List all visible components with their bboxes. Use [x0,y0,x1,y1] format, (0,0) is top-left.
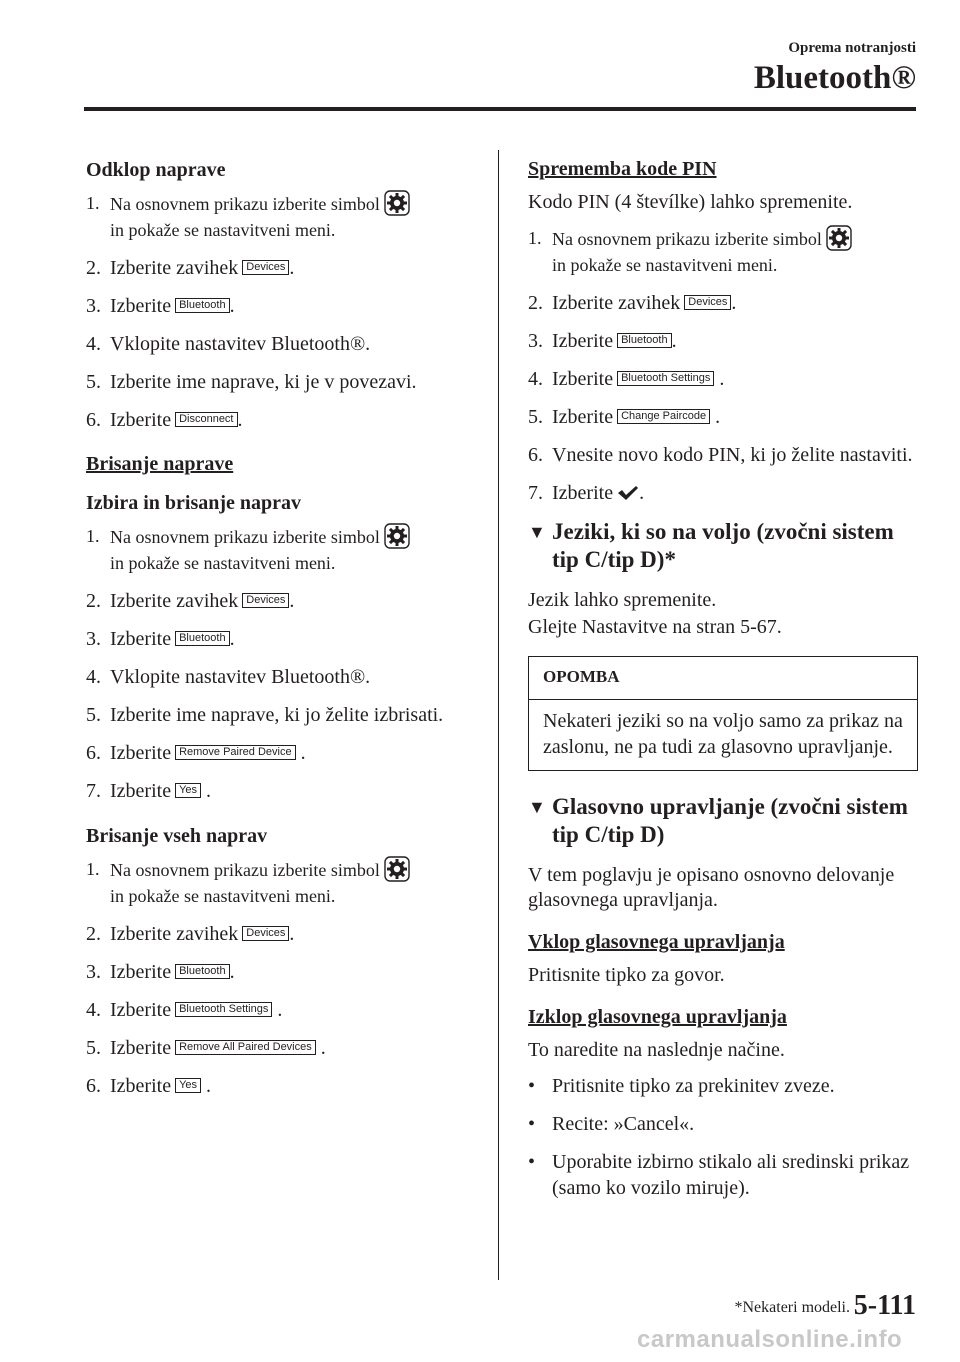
section-heading-jeziki [528,518,918,574]
heading-vklop: Vklop glasovnega upravljanja [528,931,785,953]
step: 2. Izberite zavihek Devices . [86,923,295,945]
paragraph: V tem poglavju je opisano osnovno delovanje glasovnega upravljanja. [528,864,895,911]
devices-button[interactable]: Devices [684,295,731,310]
step-text: Izberite [110,961,172,983]
step-text: Izberite zavihek [552,292,681,314]
step-text: Izberite zavihek [110,590,239,612]
step-text: Izberite ime naprave, ki je v povezavi. [110,371,417,393]
step-text: Izberite [552,368,614,390]
settings-gear-icon [384,523,410,549]
step-text: Izberite [110,1075,172,1097]
paragraph: Pritisnite tipko za govor. [528,964,725,986]
step-text: Izberite zavihek [110,257,239,279]
step-text: Izberite [110,742,172,764]
step-text: Izberite [110,628,172,650]
yes-button[interactable]: Yes [175,1078,201,1093]
right-column [528,150,918,1213]
step: 3. Izberite Bluetooth . [86,295,235,317]
step-text: Na osnovnem prikazu izberite simbol [110,860,380,880]
section-heading-glas [528,793,918,849]
yes-button[interactable]: Yes [175,783,201,798]
heading-pin: Sprememba kode PIN [528,158,717,180]
step: 1. Na osnovnem prikazu izberite simbol in pokaže se nastavitveni meni. [86,190,478,243]
paragraph: Kodo PIN (4 števílke) lahko spremenite. [528,191,853,213]
step-text: Izberite [110,1037,172,1059]
triangle-marker-icon: ▼ [528,522,546,542]
bluetooth-button[interactable]: Bluetooth [617,333,671,348]
footnote: *Nekateri modeli. [734,1299,850,1316]
note-box [528,656,918,771]
step-text: Izberite ime naprave, ki jo želite izbrisati. [110,704,444,726]
bullet-item [528,1073,918,1099]
left-column [86,150,478,1111]
step-text: Izberite [110,999,172,1021]
bluetooth-button[interactable]: Bluetooth [175,298,229,313]
bullet-item [528,1111,918,1137]
step-text: Izberite [110,409,172,431]
step: 6. Izberite Disconnect . [86,409,243,431]
section-heading-text: Jeziki, ki so na voljo (zvočni sistem tip C/tip D)* [552,519,894,572]
disconnect-button[interactable]: Disconnect [175,412,237,427]
step: 5. Izberite ime naprave, ki jo želite izbrisati. [86,702,478,728]
heading-brisanje: Brisanje naprave [86,453,234,475]
paragraph: To naredite na naslednje načine. [528,1039,785,1061]
page-number: 5-111 [853,1290,916,1321]
step: 4. Izberite Bluetooth Settings . [528,368,725,390]
heading-vse: Brisanje vseh naprav [86,825,268,847]
heading-izbira: Izbira in brisanje naprav [86,492,302,514]
step: 2. Izberite zavihek Devices . [528,292,737,314]
step-text: in pokaže se nastavitveni meni. [552,255,778,275]
devices-button[interactable]: Devices [242,593,289,608]
step-text: Na osnovnem prikazu izberite simbol [110,527,380,547]
change-paircode-button[interactable]: Change Paircode [617,409,710,424]
step-text: Izberite [110,295,172,317]
step: 1. Na osnovnem prikazu izberite simbol in pokaže se nastavitveni meni. [86,523,478,576]
step-text: in pokaže se nastavitveni meni. [110,553,336,573]
step: 6. Izberite Remove Paired Device . [86,742,306,764]
step-text: Vklopite nastavitev Bluetooth®. [110,666,371,688]
bullet-text: Uporabite izbirno stikalo ali sredinski prikaz (samo ko vozilo miruje). [552,1151,910,1199]
step-text: Na osnovnem prikazu izberite simbol [110,194,380,214]
step: 7. Izberite Yes . [86,780,212,802]
header-rule [84,107,916,111]
bullet-icon: • [528,1151,536,1173]
bluetooth-button[interactable]: Bluetooth [175,631,229,646]
bullet-item [528,1149,918,1201]
devices-button[interactable]: Devices [242,260,289,275]
step-text: Izberite zavihek [110,923,239,945]
step: 5. Izberite Remove All Paired Devices . [86,1037,326,1059]
devices-button[interactable]: Devices [242,926,289,941]
step: 2. Izberite zavihek Devices . [86,257,295,279]
step: 4. Vklopite nastavitev Bluetooth®. [86,664,478,690]
step: 3. Izberite Bluetooth . [528,330,677,352]
note-text: Nekateri jeziki so na voljo samo za prikaz na zaslonu, ne pa tudi za glasovno upravljanje. [543,710,903,758]
header-section: Oprema notranjosti [788,40,916,56]
checkmark-icon[interactable] [617,485,639,501]
bluetooth-button[interactable]: Bluetooth [175,964,229,979]
step-text: Vklopite nastavitev Bluetooth®. [110,333,371,355]
step: 5. Izberite Change Paircode . [528,406,721,428]
heading-izklop: Izklop glasovnega upravljanja [528,1006,787,1028]
triangle-marker-icon: ▼ [528,797,546,817]
step-text: Vnesite novo kodo PIN, ki jo želite nastaviti. [552,444,913,466]
bluetooth-settings-button[interactable]: Bluetooth Settings [175,1002,272,1017]
step: 6. Izberite Yes . [86,1075,212,1097]
step: 4. Vklopite nastavitev Bluetooth®. [86,331,478,357]
watermark: carmanualsonline.info [637,1326,903,1353]
step: 4. Izberite Bluetooth Settings . [86,999,283,1021]
header-title: Bluetooth® [753,60,916,96]
remove-paired-device-button[interactable]: Remove Paired Device [175,745,296,760]
remove-all-paired-devices-button[interactable]: Remove All Paired Devices [175,1040,316,1055]
bullet-icon: • [528,1075,536,1097]
step-text: Izberite [552,482,614,504]
step: 1. Na osnovnem prikazu izberite simbol in pokaže se nastavitveni meni. [86,856,478,909]
settings-gear-icon [384,856,410,882]
step-text: Izberite [552,406,614,428]
step: 7. Izberite . [528,482,645,504]
step-text: Na osnovnem prikazu izberite simbol [552,229,822,249]
bullet-text: Recite: »Cancel«. [552,1113,695,1135]
paragraph: Jezik lahko spremenite. [528,589,717,611]
bluetooth-settings-button[interactable]: Bluetooth Settings [617,371,714,386]
paragraph: Glejte Nastavitve na stran 5-67. [528,616,782,638]
note-label: OPOMBA [529,657,917,700]
settings-gear-icon [826,225,852,251]
step-text: Izberite [110,780,172,802]
bullet-icon: • [528,1113,536,1135]
section-heading-text: Glasovno upravljanje (zvočni sistem tip C/tip D) [552,794,908,847]
settings-gear-icon [384,190,410,216]
step-text: Izberite [552,330,614,352]
step: 1. Na osnovnem prikazu izberite simbol in pokaže se nastavitveni meni. [528,225,918,278]
step: 2. Izberite zavihek Devices . [86,590,295,612]
column-divider [498,150,499,1280]
step: 5. Izberite ime naprave, ki je v povezavi. [86,369,478,395]
step-text: in pokaže se nastavitveni meni. [110,220,336,240]
step: 6. Vnesite novo kodo PIN, ki jo želite nastaviti. [528,442,918,468]
step: 3. Izberite Bluetooth . [86,628,235,650]
heading-odklop: Odklop naprave [86,159,226,181]
bullet-text: Pritisnite tipko za prekinitev zveze. [552,1075,835,1097]
step-text: in pokaže se nastavitveni meni. [110,886,336,906]
step: 3. Izberite Bluetooth . [86,961,235,983]
